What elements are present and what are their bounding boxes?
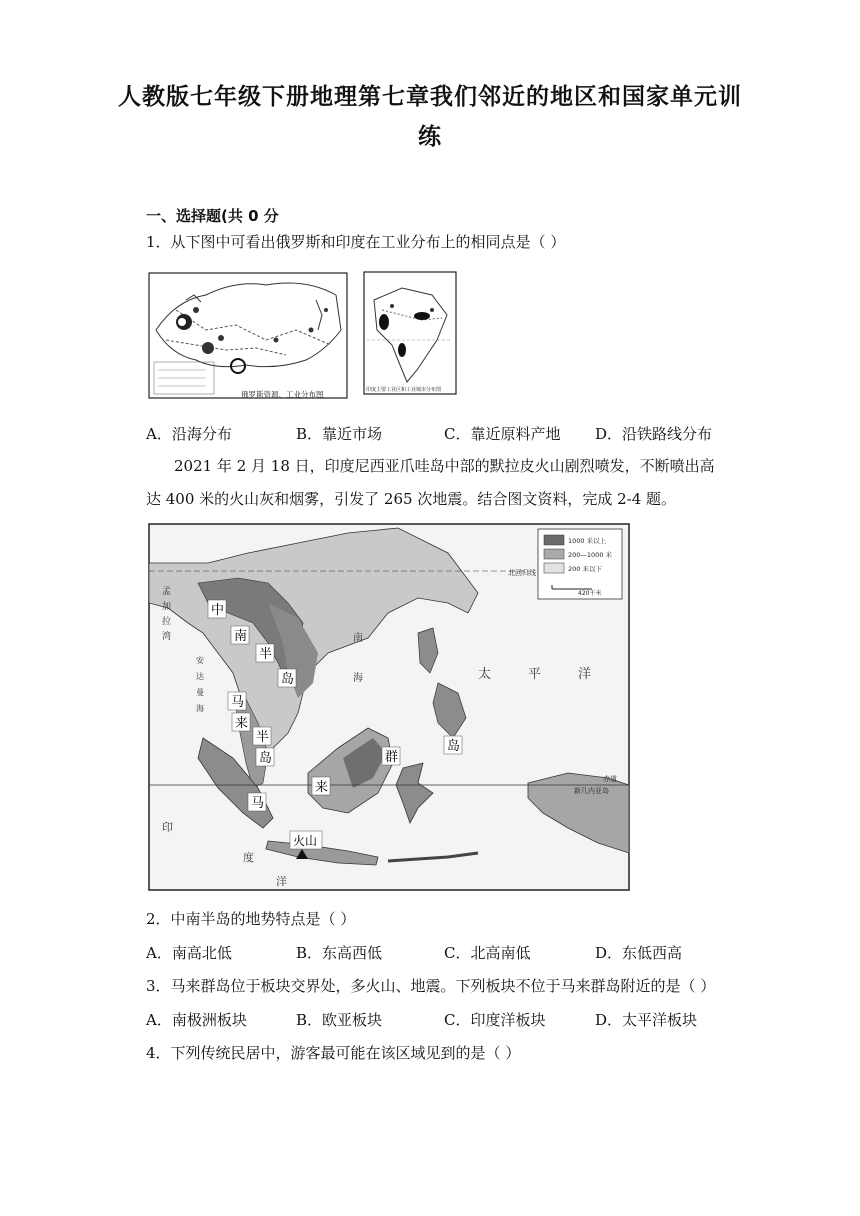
q2-option-d: D．东低西高 (595, 944, 683, 962)
q1-option-c: C．靠近原料产地 (444, 425, 561, 443)
andaman-char-1: 安 (196, 656, 204, 665)
label-zhong (208, 600, 226, 618)
tropic-label: 北回归线 (508, 569, 536, 577)
label-ban2 (253, 727, 271, 745)
q1-option-a: A．沿海分布 (146, 425, 232, 443)
svg-text:岛: 岛 (259, 751, 273, 766)
label-lai2 (312, 777, 330, 795)
svg-text:火山: 火山 (293, 834, 318, 848)
q3-option-a: A．南极洲板块 (146, 1011, 247, 1029)
page-title-line2: 练 (418, 124, 442, 150)
svg-text:半: 半 (259, 647, 273, 662)
q1-option-d: D．沿铁路线分布 (595, 425, 713, 443)
label-dao (278, 669, 296, 687)
svg-text:岛: 岛 (281, 672, 295, 687)
india-map-caption: 印度主要工业区和工业城市分布图 (366, 387, 442, 393)
svg-text:群: 群 (385, 750, 399, 765)
andaman-char-4: 海 (196, 704, 204, 713)
bay-char-1: 孟 (162, 587, 172, 597)
svg-text:来: 来 (315, 780, 329, 795)
q2-option-b: B．东高西低 (296, 944, 383, 962)
pacific-char-3: 洋 (578, 667, 592, 682)
legend-mid: 200—1000 米 (568, 551, 613, 559)
sea-hai: 海 (353, 673, 363, 684)
svg-text:来: 来 (235, 716, 249, 731)
svg-text:中: 中 (211, 603, 225, 618)
indian-char-3: 洋 (276, 875, 287, 888)
section-heading: 一、选择题(共 0 分 (146, 207, 279, 225)
indian-char-2: 度 (243, 851, 254, 864)
label-ban (256, 644, 274, 662)
legend-high: 1000 米以上 (568, 537, 607, 545)
pacific-char-2: 平 (528, 667, 542, 682)
label-qun (382, 747, 400, 765)
svg-text:南: 南 (234, 629, 248, 644)
q3-option-b: B．欧亚板块 (296, 1011, 383, 1029)
new-guinea-label: 新几内亚岛 (574, 787, 609, 795)
russia-industry-map (146, 270, 352, 406)
equator-label: 赤道 (603, 775, 617, 783)
question-3-stem: 3．马来群岛位于板块交界处，多火山、地震。下列板块不位于马来群岛附近的是（ ） (146, 977, 716, 995)
andaman-char-2: 达 (196, 672, 204, 681)
page-title-line1: 人教版七年级下册地理第七章我们邻近的地区和国家单元训 (118, 84, 742, 110)
q2-option-c: C．北高南低 (444, 944, 531, 962)
q1-option-b: B．靠近市场 (296, 425, 383, 443)
pacific-char-1: 太 (478, 667, 492, 682)
q3-option-c: C．印度洋板块 (444, 1011, 546, 1029)
label-ma2 (248, 793, 266, 811)
passage-text: 2021 年 2 月 18 日，印度尼西亚爪哇岛中部的默拉皮火山剧烈喷发，不断喷出高达 400 米的火山灰和烟雾，引发了 265 次地震。结合图文资料，完成 2-4 题。 (146, 457, 715, 508)
question-1-stem: 1．从下图中可看出俄罗斯和印度在工业分布上的相同点是（ ） (146, 233, 566, 251)
bay-char-3: 拉 (162, 617, 172, 627)
label-dao2 (256, 748, 274, 766)
russia-map-caption: 俄罗斯资源、工业分布图 (241, 390, 324, 399)
label-lai (232, 713, 250, 731)
scale-bar: 420千米 (578, 590, 602, 597)
label-volcano (290, 831, 322, 849)
indian-char-1: 印 (162, 821, 173, 834)
southeast-asia-map (148, 523, 630, 891)
legend-low: 200 米以下 (568, 565, 602, 573)
andaman-char-3: 曼 (196, 688, 204, 697)
bay-char-2: 加 (162, 602, 172, 612)
svg-text:马: 马 (231, 695, 245, 710)
svg-text:马: 马 (251, 796, 265, 811)
india-industry-map (362, 270, 458, 402)
sea-nan: 南 (353, 633, 363, 644)
q2-option-a: A．南高北低 (146, 944, 232, 962)
question-2-stem: 2．中南半岛的地势特点是（ ） (146, 910, 356, 928)
svg-text:岛: 岛 (447, 739, 461, 754)
bay-char-4: 湾 (162, 632, 172, 642)
label-dao3 (444, 736, 462, 754)
label-nan (231, 626, 249, 644)
svg-text:半: 半 (256, 730, 270, 745)
q3-option-d: D．太平洋板块 (595, 1011, 698, 1029)
label-ma (228, 692, 246, 710)
question-4-stem: 4．下列传统民居中，游客最可能在该区域见到的是（ ） (146, 1044, 521, 1062)
